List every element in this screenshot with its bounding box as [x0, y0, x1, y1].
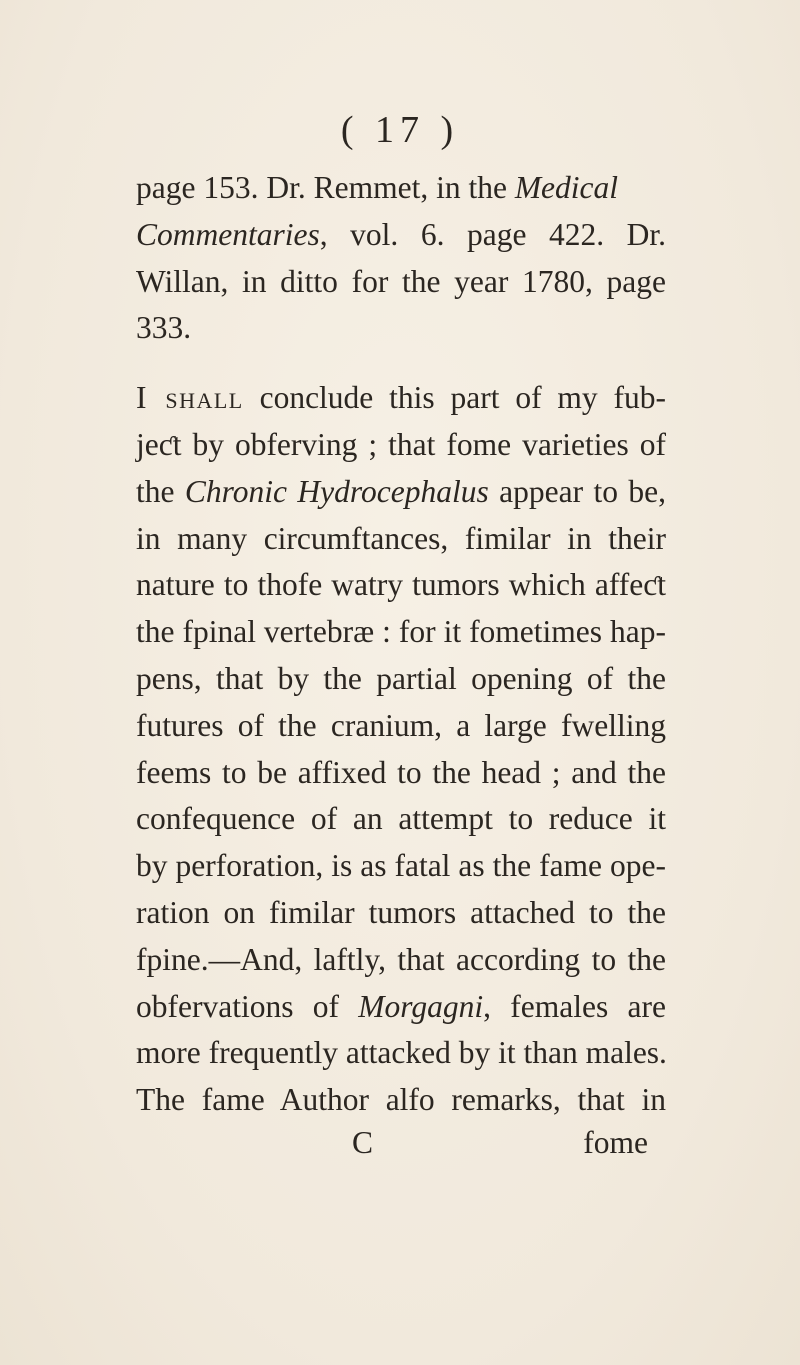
text-line	[136, 937, 666, 984]
text-line	[136, 703, 666, 750]
text-line	[136, 656, 666, 703]
text-line	[136, 375, 666, 422]
text-line	[136, 890, 666, 937]
text-run: nature to thofe watry tumors which affeƈt	[136, 567, 666, 603]
text-run: feems to be affixed to the head ; and the	[136, 754, 666, 790]
text-run: confequence of an attempt to reduce it	[136, 801, 666, 837]
text-line	[136, 609, 666, 656]
text-line	[136, 259, 666, 306]
text-line	[136, 796, 666, 843]
paragraph-gap	[136, 352, 666, 375]
text-line	[136, 750, 666, 797]
text-run: in many circumftances, fimilar in their	[136, 520, 666, 556]
italic-run: Medical	[514, 170, 619, 205]
text-run: more frequently attacked by it than males.	[136, 1035, 667, 1071]
text-run: Willan, in ditto for the year 1780, page	[136, 263, 666, 299]
text-run: , females are	[483, 988, 666, 1024]
text-line	[136, 165, 666, 212]
text-line	[136, 422, 666, 469]
text-run: ration on fimilar tumors attached to the	[136, 894, 666, 930]
text-run: the	[136, 473, 185, 509]
text-line	[136, 984, 666, 1031]
text-run: appear to be,	[488, 473, 667, 509]
text-line	[136, 1030, 666, 1077]
text-line	[136, 212, 666, 259]
text-run: 333.	[136, 310, 192, 346]
text-line	[136, 1077, 666, 1124]
text-run: jeƈt by obferving ; that fome varieties of	[136, 426, 666, 462]
text-run: , vol. 6. page 422. Dr.	[319, 216, 666, 252]
text-run: the fpinal vertebræ : for it fometimes hap-	[136, 614, 666, 650]
text-run: fpine.—And, laftly, that according to the	[136, 941, 666, 977]
page-footer	[136, 1125, 666, 1172]
page-number: ( 17 )	[340, 109, 460, 151]
italic-run: Commentaries	[136, 216, 320, 252]
text-run: conclude this part of my fub-	[243, 380, 666, 416]
text-run: pens, that by the partial opening of the	[136, 660, 666, 696]
text-run: obfervations of	[136, 988, 359, 1024]
italic-run: Morgagni	[358, 988, 484, 1024]
text-line	[136, 469, 666, 516]
italic-run: Chronic Hydrocephalus	[184, 473, 489, 509]
text-line	[136, 516, 666, 563]
smallcaps-run: I shall	[136, 380, 244, 416]
catchword: fome	[583, 1125, 648, 1160]
signature-mark: C	[352, 1125, 374, 1160]
text-run: futures of the cranium, a large fwelling	[136, 707, 666, 743]
text-run: page 153. Dr. Remmet, in the	[136, 170, 515, 205]
body-text	[136, 165, 666, 1124]
text-line	[136, 562, 666, 609]
text-line	[136, 305, 666, 352]
text-run: The fame Author alfo remarks, that in	[136, 1082, 666, 1118]
text-line	[136, 843, 666, 890]
text-run: by perforation, is as fatal as the fame ope-	[136, 848, 666, 884]
